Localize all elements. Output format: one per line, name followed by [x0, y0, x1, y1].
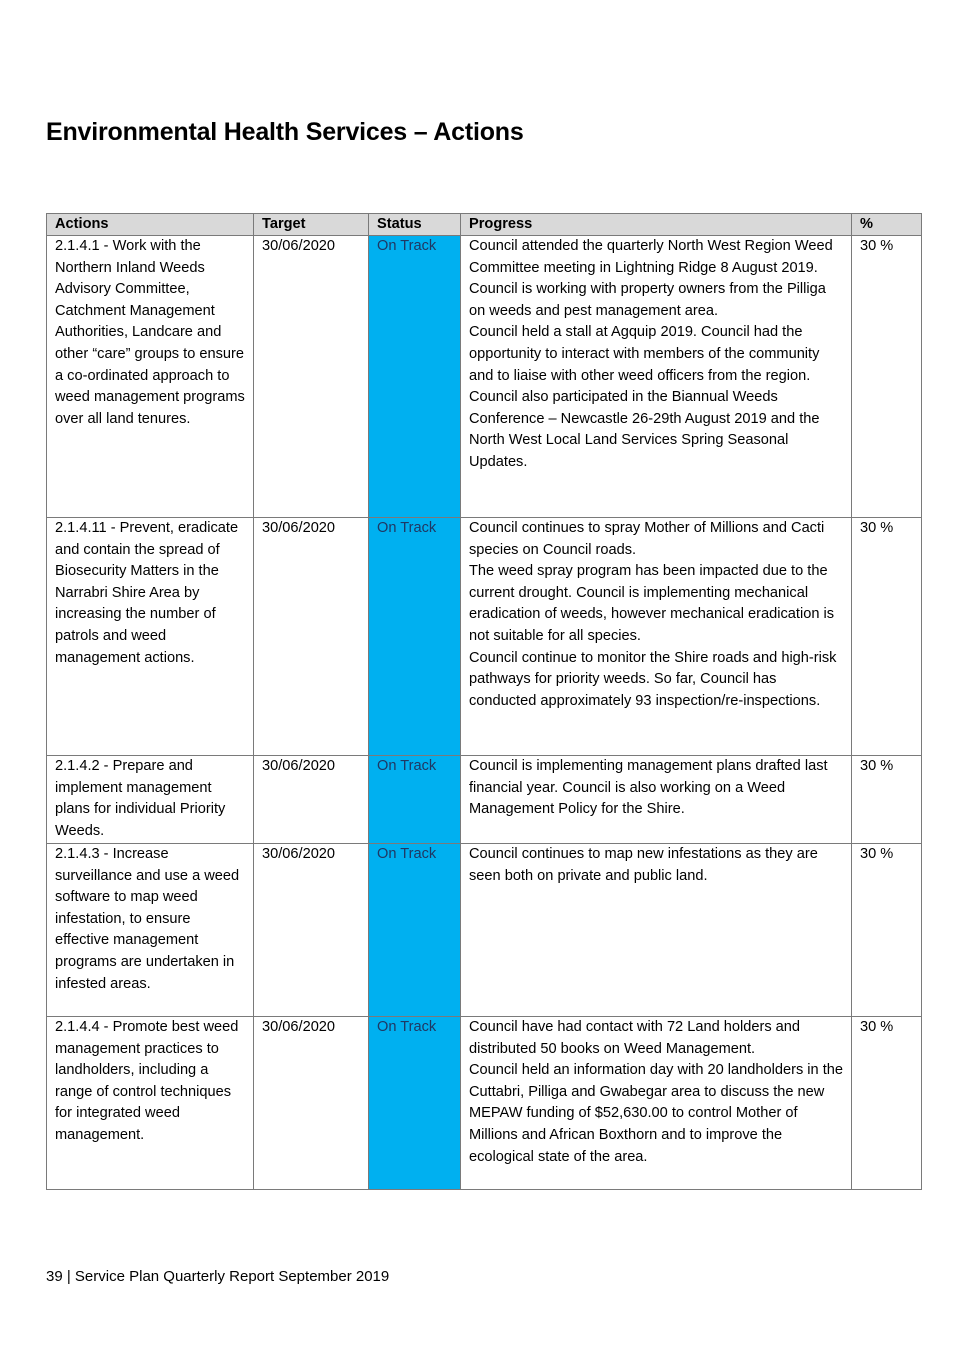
progress-cell [461, 236, 852, 518]
status-cell: On Track [369, 1017, 461, 1190]
progress-paragraph: Council held a stall at Agquip 2019. Council had the opportunity to interact with members of the community and to liaise with other weed officers from the region. [469, 324, 820, 384]
table-row [47, 756, 922, 844]
percent-cell: 30 % [852, 844, 922, 1017]
table-row [47, 518, 922, 756]
percent-cell: 30 % [852, 756, 922, 844]
header-percent: % [852, 214, 922, 236]
header-actions: Actions [47, 214, 254, 236]
progress-paragraph: The weed spray program has been impacted due to the current drought. Council is implementing mechanical eradication of weeds, however mechanical eradication is not suitable for all species. [469, 563, 835, 644]
action-cell: 2.1.4.11 - Prevent, eradicate and contain the spread of Biosecurity Matters in the Narrabri Shire Area by increasing the number of patrols and weed management actions. [47, 518, 254, 756]
progress-paragraph: Council continue to monitor the Shire roads and high-risk pathways for priority weeds. So far, Council has conducted approximately 93 inspection/re-inspections. [469, 649, 837, 709]
action-cell: 2.1.4.2 - Prepare and implement management plans for individual Priority Weeds. [47, 756, 254, 844]
progress-paragraph: Council held an information day with 20 landholders in the Cuttabri, Pilliga and Gwabegar area to discuss the new MEPAW funding of $52,630.00 to control Mother of Millions and African Boxthorn and to improve the ecological state of the area. [469, 1062, 843, 1165]
progress-paragraph: Council also participated in the Biannual Weeds Conference – Newcastle 26-29th August 2019 and the North West Local Land Services Spring Seasonal Updates. [469, 389, 820, 470]
progress-cell [461, 1017, 852, 1190]
target-cell: 30/06/2020 [254, 756, 369, 844]
action-cell: 2.1.4.4 - Promote best weed management practices to landholders, including a range of control techniques for integrated weed management. [47, 1017, 254, 1190]
table-row [47, 844, 922, 1017]
status-cell: On Track [369, 844, 461, 1017]
progress-cell [461, 756, 852, 844]
target-cell: 30/06/2020 [254, 518, 369, 756]
progress-paragraph: Council continues to map new infestations as they are seen both on private and public land. [469, 846, 818, 884]
status-cell: On Track [369, 236, 461, 518]
header-status: Status [369, 214, 461, 236]
progress-paragraph: Council have had contact with 72 Land holders and distributed 50 books on Weed Management. [469, 1019, 801, 1057]
action-cell: 2.1.4.1 - Work with the Northern Inland Weeds Advisory Committee, Catchment Management Authorities, Landcare and other “care” groups to ensure a co-ordinated approach to weed management programs over all land tenures. [47, 236, 254, 518]
table-row [47, 236, 922, 518]
progress-paragraph: Council attended the quarterly North West Region Weed Committee meeting in Lightning Ridge 8 August 2019. [469, 238, 833, 276]
percent-cell: 30 % [852, 518, 922, 756]
progress-cell [461, 518, 852, 756]
progress-paragraph: Council continues to spray Mother of Millions and Cacti species on Council roads. [469, 520, 825, 558]
percent-cell: 30 % [852, 236, 922, 518]
target-cell: 30/06/2020 [254, 844, 369, 1017]
header-progress: Progress [461, 214, 852, 236]
target-cell: 30/06/2020 [254, 1017, 369, 1190]
progress-paragraph: Council is working with property owners from the Pilliga on weeds and pest management area. [469, 281, 826, 319]
table-header-row [47, 214, 922, 236]
status-cell: On Track [369, 518, 461, 756]
header-target: Target [254, 214, 369, 236]
page-title: Environmental Health Services – Actions [46, 118, 524, 146]
table-row [47, 1017, 922, 1190]
target-cell: 30/06/2020 [254, 236, 369, 518]
actions-table [46, 213, 922, 1190]
percent-cell: 30 % [852, 1017, 922, 1190]
status-cell: On Track [369, 756, 461, 844]
page-footer: 39 | Service Plan Quarterly Report September 2019 [46, 1268, 390, 1285]
progress-cell [461, 844, 852, 1017]
action-cell: 2.1.4.3 - Increase surveillance and use a weed software to map weed infestation, to ensure effective management programs are undertaken in infested areas. [47, 844, 254, 1017]
progress-paragraph: Council is implementing management plans drafted last financial year. Council is also working on a Weed Management Policy for the Shire. [469, 758, 828, 818]
